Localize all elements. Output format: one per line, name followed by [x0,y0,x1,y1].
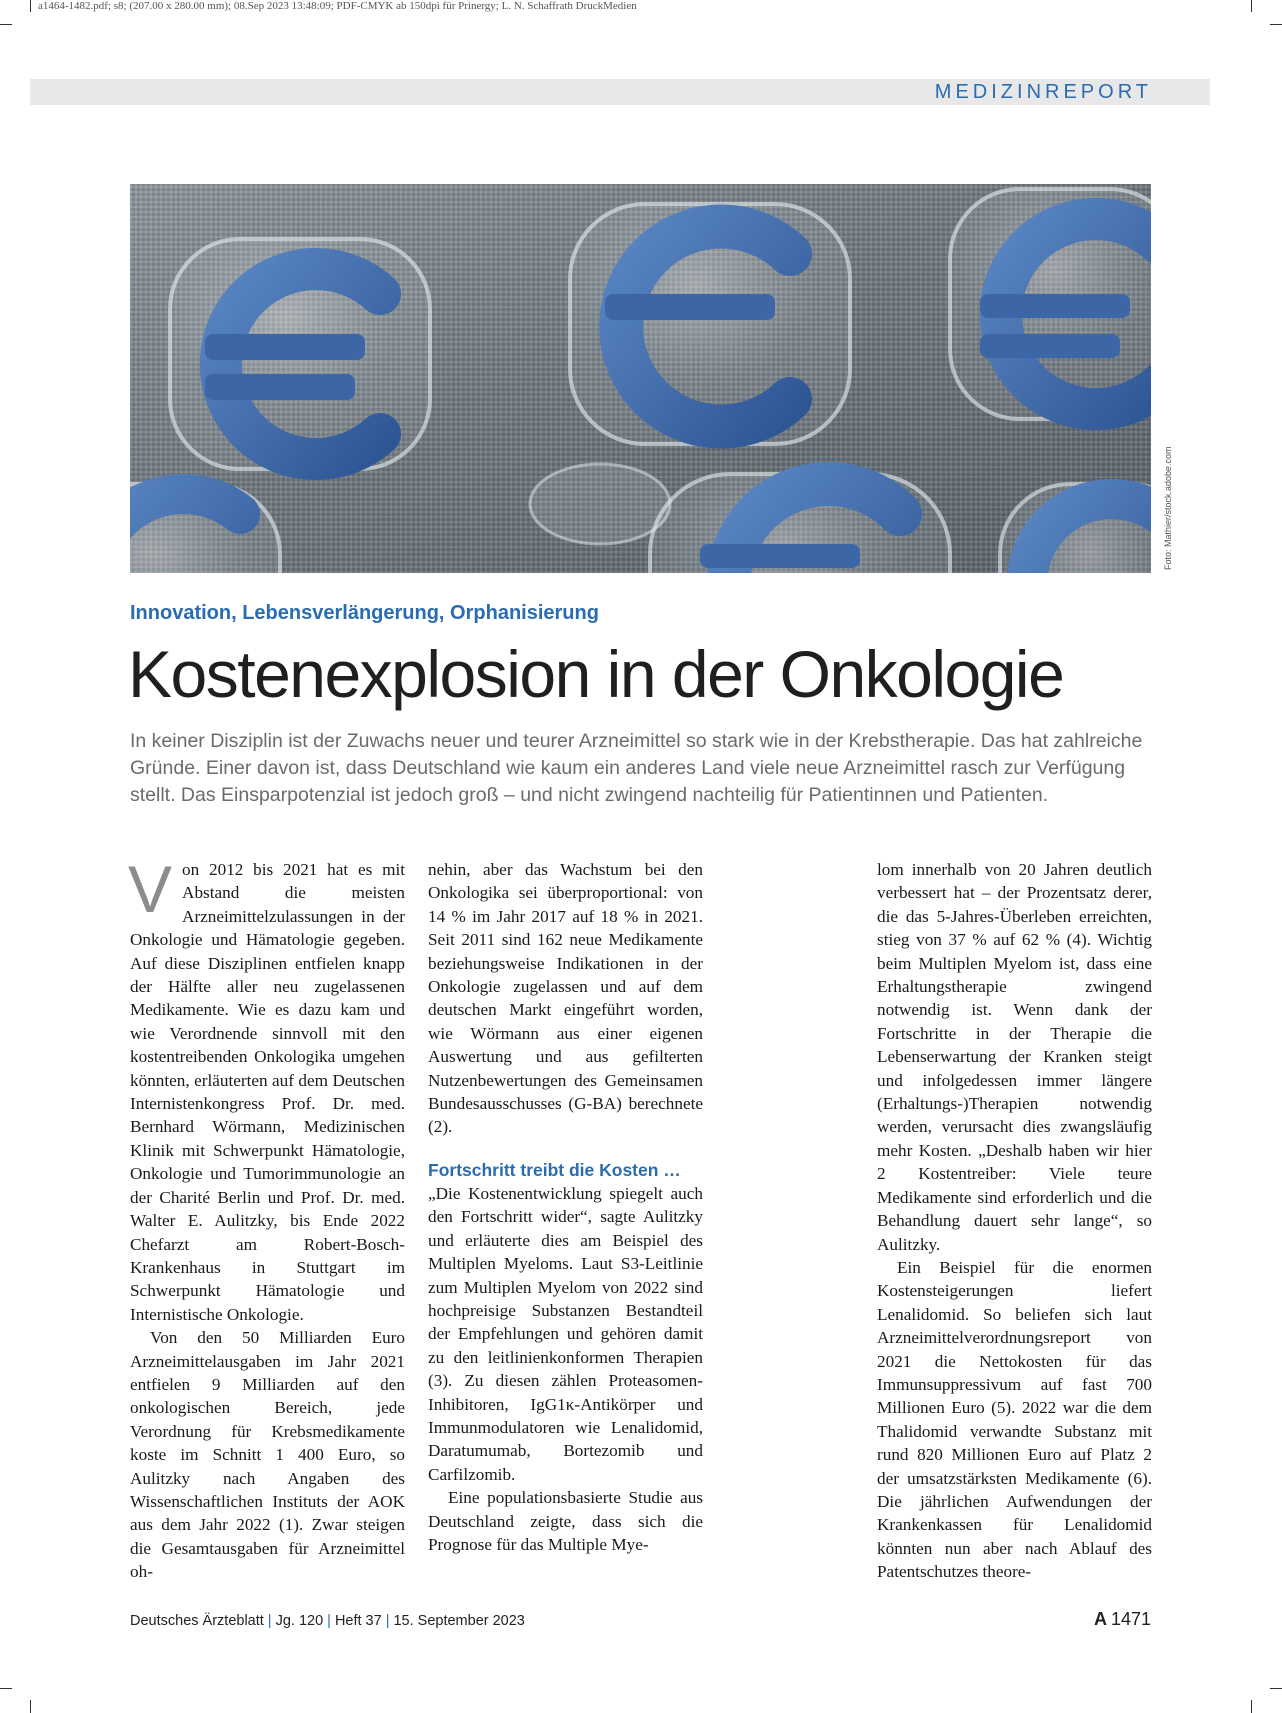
volume: Jg. 120 [275,1613,324,1629]
photo-credit: Foto: Mathier/stock.adobe.com [1163,446,1173,570]
crop-mark [1270,24,1282,25]
issue-date: 15. September 2023 [393,1613,525,1629]
paragraph: nehin, aber das Wachstum bei den Onkologika sei überproportional: von 14 % im Jahr 2017 auf 18 % in 2021. Seit 2011 sind 162 neue Medikamente beziehungsweise Indikationen in der Onkologie zugelassen und auf dem deutschen Markt eingeführt worden, wie Wörmann aus einer eigenen Auswertung und aus gefilterten Nutzenbewertungen des Gemeinsamen Bundesausschusses (G-BA) berechnete (2). [428,860,703,1137]
page-prefix: A [1093,1609,1107,1629]
euro-icon [650,474,950,573]
print-slug: a1464-1482.pdf; s8; (207.00 x 280.00 mm); 08.Sep 2023 13:48:09; PDF-CMYK ab 150dpi für Prinergy; L. N. Schaffrath DruckMedien [38,0,637,12]
paragraph [128,852,405,1326]
paragraph: Eine populationsbasierte Studie aus Deutschland zeigte, dass sich die Prognose für das Multiple Mye- [428,1488,703,1554]
hero-image [130,184,1151,573]
divider: | [327,1613,331,1629]
euro-blister-illustration [130,184,1151,573]
euro-icon [570,204,850,444]
crop-mark [0,1688,12,1689]
crop-mark [0,24,12,25]
section-subheading: Fortschritt treibt die Kosten … [428,1159,681,1180]
euro-icon [950,189,1151,419]
footer-citation [130,1613,525,1629]
crop-mark [1251,1700,1252,1713]
paragraph: Ein Beispiel für die enormen Kostensteigerungen liefert Lenalidomid. So beliefen sich laut Arzneimittelverordnungsreport von 2021 die Nettokosten für das Immunsuppressivum auf fast 700 Millionen Euro (5). 2022 war die dem Thalidomid verwandte Substanz mit rund 820 Millionen Euro auf Platz 2 der umsatzstärksten Medikamente (6). Die jährlichen Aufwendungen der Krankenkassen für Lenalidomid könnten nun aber nach Ablauf des Patentschutzes theore- [877,1257,1152,1582]
article-kicker: Innovation, Lebensverlängerung, Orphanisierung [130,602,599,624]
divider: | [385,1613,390,1629]
divider: | [267,1613,272,1629]
euro-icon [170,239,430,469]
paragraph-text: on 2012 bis 2021 hat es mit Abstand die meisten Arzneimittelzulassungen in der Onkologie und Hämatologie gegeben. Auf diese Disziplinen entfielen knapp der Hälfte aller neu zugelassenen Medikamente. Wie es dazu kam und wie Verordnende sinnvoll mit den kostentreibenden Onkologika umgehen könnten, erläuterten auf dem Deutschen Internistenkongress Prof. Dr. med. Bernhard Wörmann, Medizinischen Klinik mit Schwerpunkt Hämatologie, Onkologie und Tumorimmunologie an der Charité Berlin und Prof. Dr. med. Walter E. Aulitzky, bis Ende 2022 Chefarzt am Robert-Bosch-Krankenhaus in Stuttgart im Schwerpunkt Hämatologie und Internistische Onkologie. [130,860,405,1324]
euro-icon [130,484,280,573]
page-number-value: 1471 [1110,1609,1151,1629]
article-lead: In keiner Disziplin ist der Zuwachs neuer und teurer Arzneimittel so stark wie in der Krebstherapie. Das hat zahlreiche Gründe. Einer davon ist, dass Deutschland wie kaum ein anderes Land viele neue Arzneimittel rasch zur Verfügung stellt. Das Einsparpotenzial ist jedoch groß – und nicht zwingend nachteilig für Patientinnen und Patienten. [130,730,1143,806]
journal-name: Deutsches Ärzteblatt [130,1613,264,1629]
article-title: Kostenexplosion in der Onkologie [128,637,1064,711]
section-label: MEDIZINREPORT [934,81,1152,103]
crop-mark [1251,0,1252,12]
crop-mark [30,1700,31,1713]
paragraph: „Die Kostenentwicklung spiegelt auch den Fortschritt wider“, sagte Aulitzky und erläuterte dies am Beispiel des Multiplen Myeloms. Laut S3-Leitlinie zum Multiplen Myelom von 2022 sind hochpreisige Substanzen Bestandteil der Empfehlungen und gehören damit zu den leitlinienkonformen Therapien (3). Zu diesen zählen Proteasomen-Inhibitoren, IgG1κ-Antikörper und Immunmodulatoren wie Lenalidomid, Daratumumab, Bortezomib und Carfilzomib. [428,1183,703,1484]
paragraph: lom innerhalb von 20 Jahren deutlich verbessert hat – der Prozentsatz derer, die das 5-Jahres-Überleben erreichten, stieg von 37 % auf 62 % (4). Wichtig beim Multiplen Myelom ist, dass eine Erhaltungstherapie zwingend notwendig ist. Wenn dank der Fortschritte in der Therapie die Lebenserwartung der Kranken steigt und infolgedessen immer längere (Erhaltungs-)Therapien notwendig werden, verursacht dies zwangsläufig mehr Kosten. „Deshalb haben wir hier 2 Kostentreiber: Viele teure Medikamente sind erforderlich und die Behandlung dauert sehr lange“, so Aulitzky. [877,860,1152,1254]
crop-mark [1270,1688,1282,1689]
paragraph: Von den 50 Milliarden Euro Arzneimittelausgaben im Jahr 2021 entfielen 9 Milliarden auf den onkologischen Bereich, jede Verordnung für Krebsmedikamente koste im Schnitt 1 400 Euro, so Aulitzky nach Angaben des Wissenschaftlichen Instituts der AOK aus dem Jahr 2022 (1). Zwar steigen die Gesamtausgaben für Arzneimittel oh- [130,1328,405,1582]
text-column-2 [428,858,703,1556]
issue: Heft 37 [334,1613,382,1629]
euro-icon [1000,484,1151,573]
drop-cap: V [128,852,173,926]
text-column-3 [877,858,1152,1584]
text-column-1 [128,852,405,1584]
crop-mark [30,0,31,12]
page-number [1094,1609,1151,1630]
